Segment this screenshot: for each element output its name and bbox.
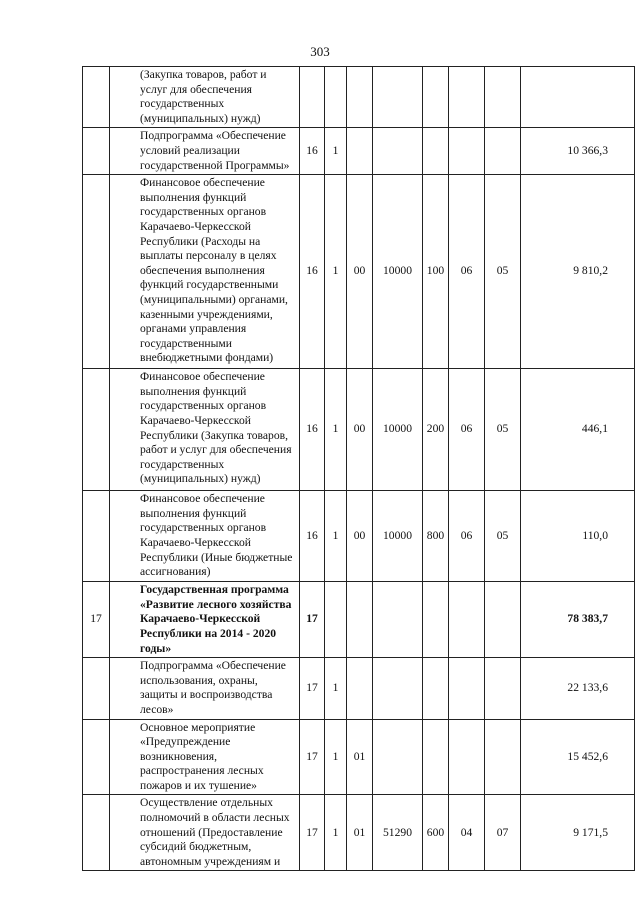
code-section-cell: [449, 719, 485, 795]
code-direction-cell: [373, 658, 423, 719]
code-activity-cell: 00: [347, 369, 373, 491]
code-expense-type-cell: 100: [423, 175, 449, 369]
code-section-cell: 06: [449, 175, 485, 369]
table-row: [83, 175, 635, 369]
code-expense-type-cell: 200: [423, 369, 449, 491]
table-row: [83, 369, 635, 491]
code-direction-cell: [373, 128, 423, 175]
table-row: [83, 719, 635, 795]
code-direction-cell: 10000: [373, 369, 423, 491]
code-direction-cell: [373, 719, 423, 795]
row-number-cell: [83, 128, 110, 175]
code-expense-type-cell: [423, 582, 449, 658]
code-activity-cell: [347, 658, 373, 719]
code-program-cell: 16: [300, 491, 325, 582]
code-section-cell: 06: [449, 491, 485, 582]
code-program-cell: 17: [300, 658, 325, 719]
code-expense-type-cell: [423, 67, 449, 128]
row-number-cell: [83, 491, 110, 582]
code-section-cell: 04: [449, 795, 485, 871]
row-name-cell: Финансовое обеспечение выполнения функций государственных органов Карачаево-Черкесской Республики (Иные бюджетные ассигнования): [110, 491, 300, 582]
code-subsection-cell: 07: [485, 795, 521, 871]
code-activity-cell: 00: [347, 491, 373, 582]
code-section-cell: [449, 582, 485, 658]
code-activity-cell: 00: [347, 175, 373, 369]
table-row: [83, 491, 635, 582]
code-direction-cell: [373, 67, 423, 128]
code-activity-cell: [347, 128, 373, 175]
amount-cell: 110,0: [521, 491, 635, 582]
amount-cell: 9 171,5: [521, 795, 635, 871]
code-direction-cell: [373, 582, 423, 658]
row-name-cell: (Закупка товаров, работ и услуг для обеспечения государственных (муниципальных) нужд): [110, 67, 300, 128]
code-program-cell: 16: [300, 175, 325, 369]
table-row: [83, 67, 635, 128]
row-name-cell: Основное мероприятие «Предупреждение возникновения, распространения лесных пожаров и их тушение»: [110, 719, 300, 795]
code-subprogram-cell: 1: [325, 795, 347, 871]
code-direction-cell: 51290: [373, 795, 423, 871]
amount-cell: 78 383,7: [521, 582, 635, 658]
code-subsection-cell: [485, 67, 521, 128]
code-subprogram-cell: [325, 582, 347, 658]
code-subsection-cell: 05: [485, 175, 521, 369]
code-expense-type-cell: [423, 128, 449, 175]
code-subprogram-cell: 1: [325, 175, 347, 369]
code-section-cell: [449, 128, 485, 175]
code-direction-cell: 10000: [373, 491, 423, 582]
code-section-cell: [449, 67, 485, 128]
row-name-cell: Финансовое обеспечение выполнения функций государственных органов Карачаево-Черкесской Республики (Закупка товаров, работ и услуг для обеспечения государственных (муниципальных) нужд): [110, 369, 300, 491]
code-activity-cell: 01: [347, 719, 373, 795]
amount-cell: 446,1: [521, 369, 635, 491]
row-number-cell: [83, 175, 110, 369]
row-number-cell: [83, 67, 110, 128]
row-number-cell: [83, 658, 110, 719]
code-activity-cell: [347, 67, 373, 128]
code-subsection-cell: 05: [485, 491, 521, 582]
code-program-cell: 16: [300, 369, 325, 491]
code-subprogram-cell: 1: [325, 658, 347, 719]
code-direction-cell: 10000: [373, 175, 423, 369]
row-number-cell: 17: [83, 582, 110, 658]
code-section-cell: [449, 658, 485, 719]
code-expense-type-cell: [423, 719, 449, 795]
table-row: [83, 128, 635, 175]
code-subsection-cell: 05: [485, 369, 521, 491]
code-subsection-cell: [485, 658, 521, 719]
amount-cell: 22 133,6: [521, 658, 635, 719]
table-row: [83, 658, 635, 719]
amount-cell: [521, 67, 635, 128]
code-subsection-cell: [485, 582, 521, 658]
row-number-cell: [83, 795, 110, 871]
code-activity-cell: [347, 582, 373, 658]
table-row: [83, 582, 635, 658]
table-row: [83, 795, 635, 871]
code-program-cell: [300, 67, 325, 128]
budget-table: [82, 66, 635, 871]
row-number-cell: [83, 369, 110, 491]
row-name-cell: Подпрограмма «Обеспечение условий реализации государственной Программы»: [110, 128, 300, 175]
code-program-cell: 17: [300, 795, 325, 871]
code-program-cell: 17: [300, 719, 325, 795]
code-section-cell: 06: [449, 369, 485, 491]
row-name-cell: Осуществление отдельных полномочий в области лесных отношений (Предоставление субсидий бюджетным, автономным учреждениям и: [110, 795, 300, 871]
code-subprogram-cell: 1: [325, 128, 347, 175]
code-program-cell: 16: [300, 128, 325, 175]
amount-cell: 15 452,6: [521, 719, 635, 795]
code-subprogram-cell: [325, 67, 347, 128]
page-number: 303: [310, 44, 330, 59]
amount-cell: 10 366,3: [521, 128, 635, 175]
code-program-cell: 17: [300, 582, 325, 658]
code-subprogram-cell: 1: [325, 369, 347, 491]
code-subprogram-cell: 1: [325, 719, 347, 795]
code-expense-type-cell: 600: [423, 795, 449, 871]
row-number-cell: [83, 719, 110, 795]
table-body: [83, 67, 635, 871]
code-subsection-cell: [485, 719, 521, 795]
row-name-cell: Государственная программа «Развитие лесного хозяйства Карачаево-Черкесской Республики на 2014 - 2020 годы»: [110, 582, 300, 658]
code-subprogram-cell: 1: [325, 491, 347, 582]
row-name-cell: Финансовое обеспечение выполнения функций государственных органов Карачаево-Черкесской Республики (Расходы на выплаты персоналу в целях обеспечения выполнения функций государственными (муниципальными) органами, казенными учреждениями, органами управления государственными внебюджетными фондами): [110, 175, 300, 369]
row-name-cell: Подпрограмма «Обеспечение использования, охраны, защиты и воспроизводства лесов»: [110, 658, 300, 719]
amount-cell: 9 810,2: [521, 175, 635, 369]
code-expense-type-cell: 800: [423, 491, 449, 582]
code-subsection-cell: [485, 128, 521, 175]
code-activity-cell: 01: [347, 795, 373, 871]
code-expense-type-cell: [423, 658, 449, 719]
